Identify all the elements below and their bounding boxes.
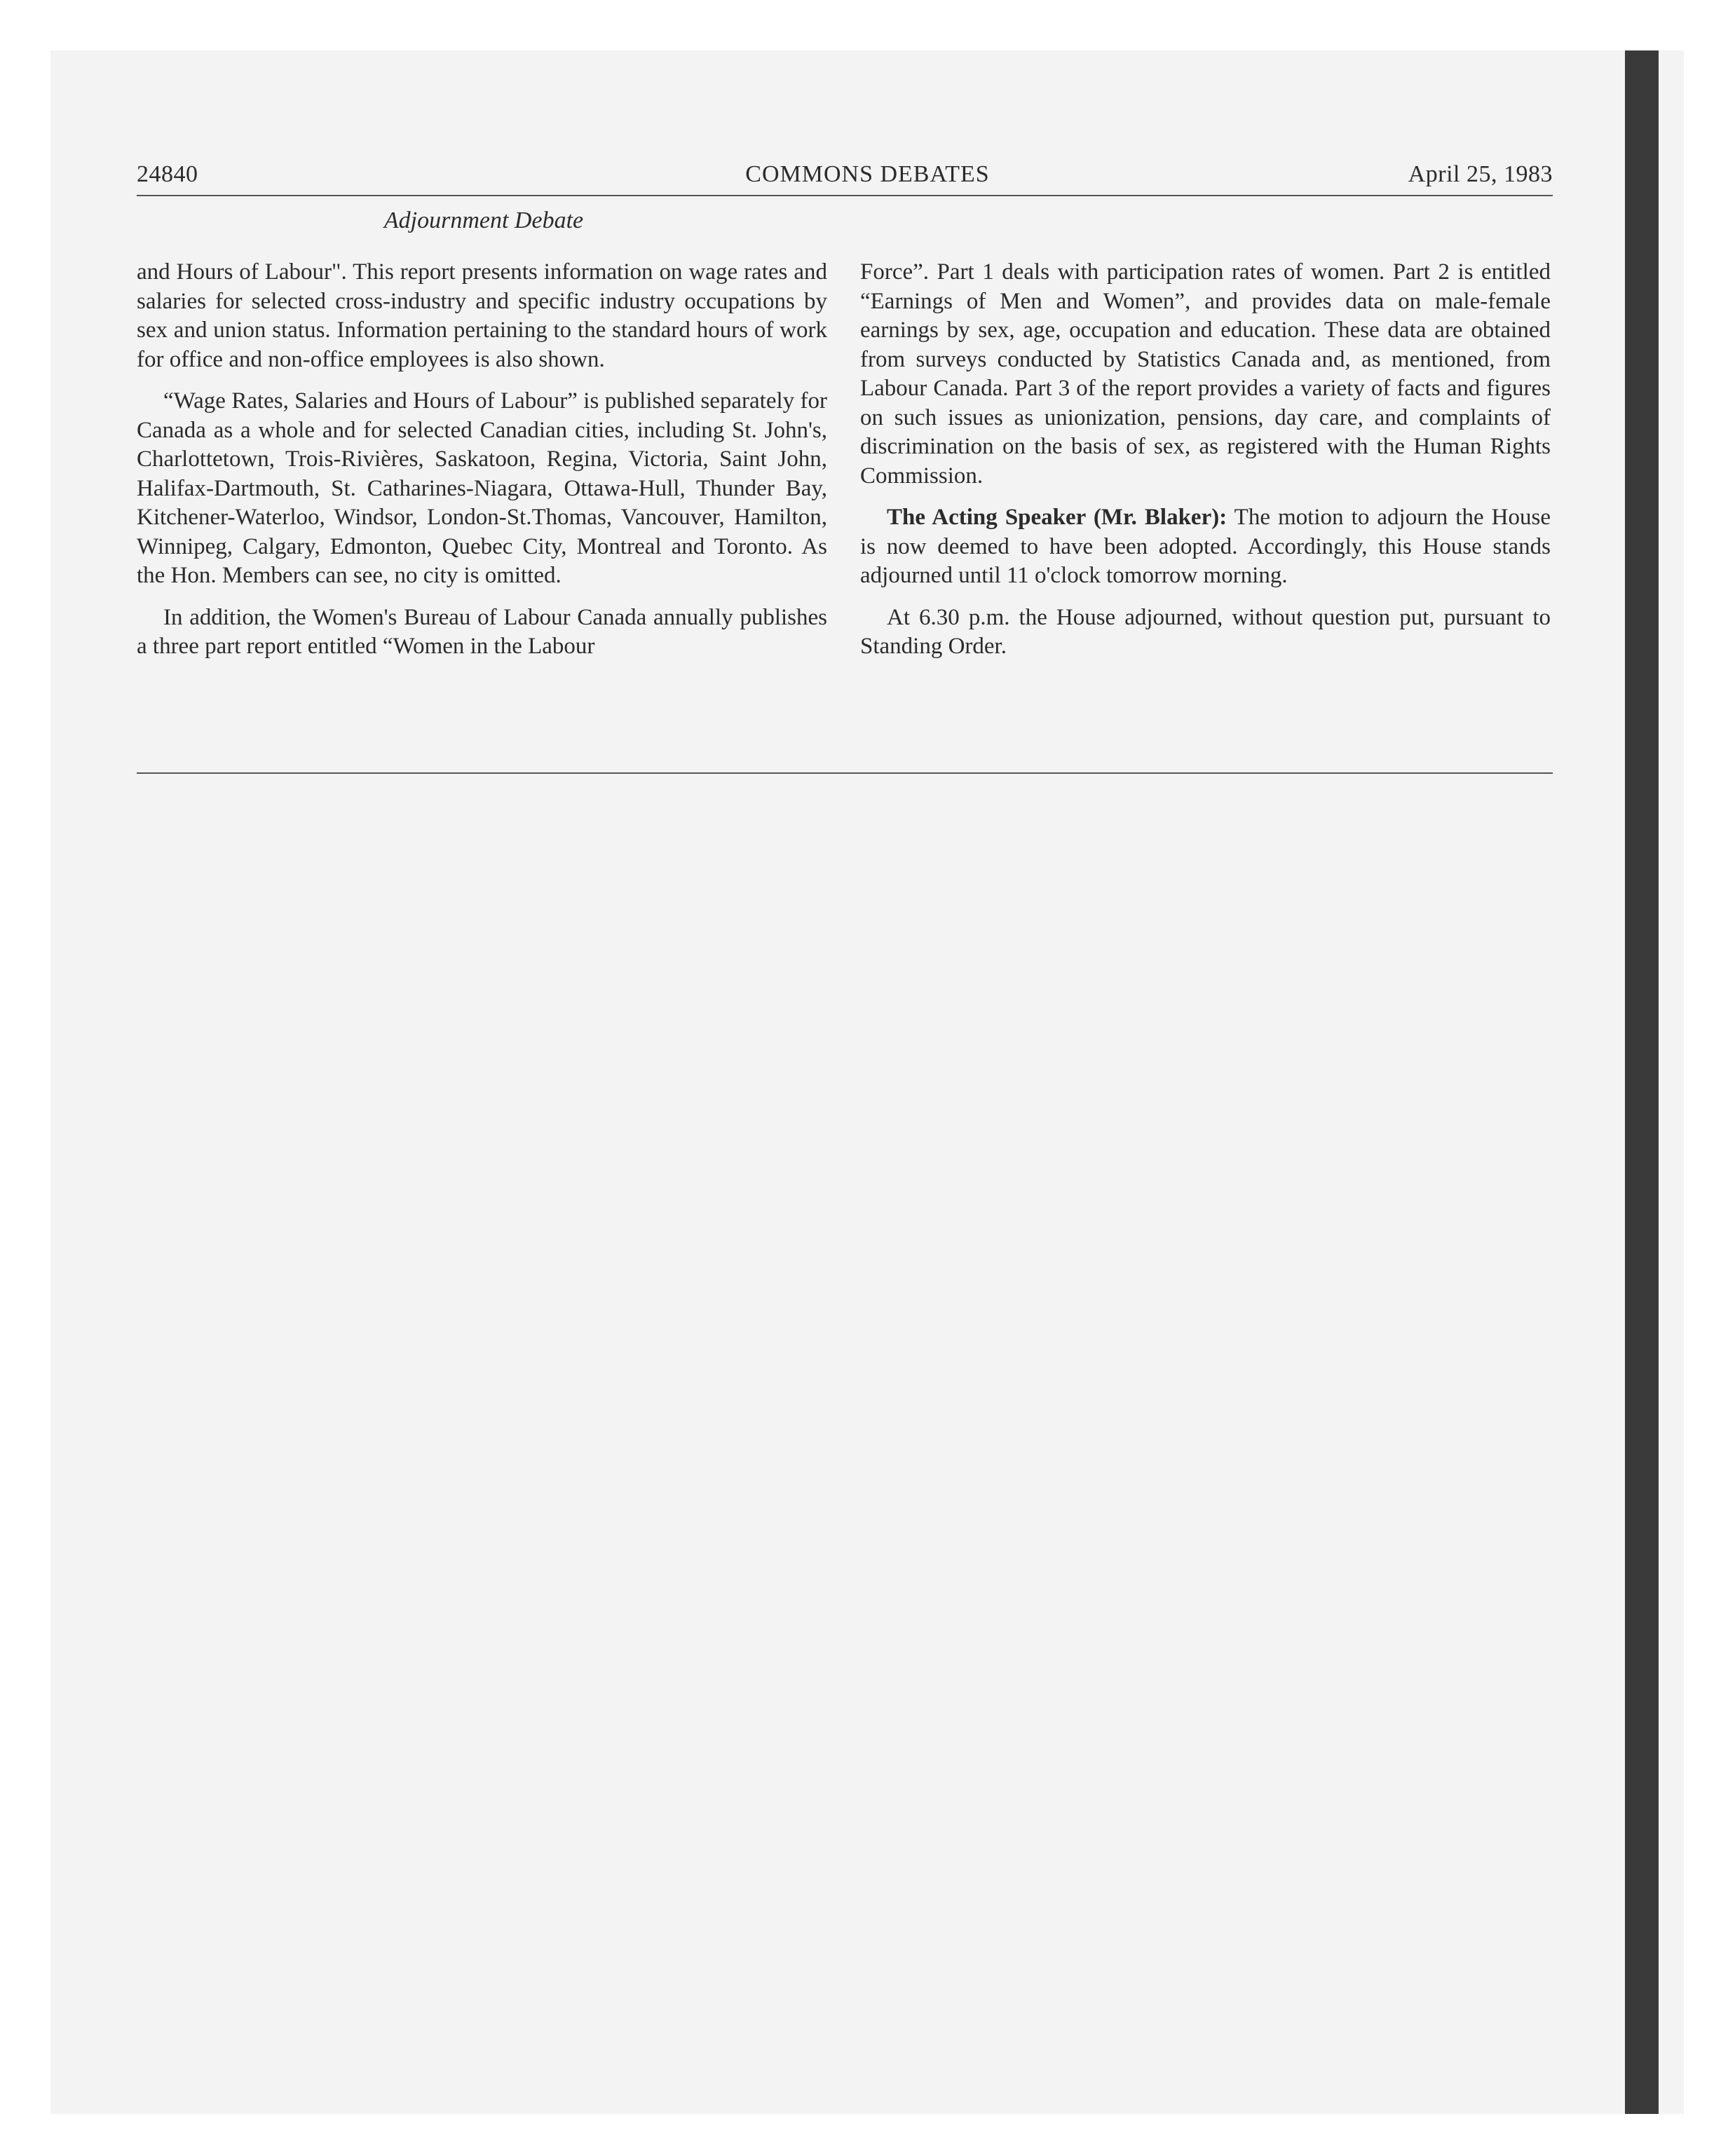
journal-title: COMMONS DEBATES <box>745 161 990 187</box>
page-number: 24840 <box>137 161 198 187</box>
speaker-paragraph <box>860 503 1551 591</box>
footer-rule <box>137 772 1553 774</box>
speaker-statement: The motion to adjourn the House is now deemed to have been adopted. Accordingly, this House stands adjourned until 11 o'clock tomorrow morning. <box>860 505 1551 588</box>
paragraph: Force”. Part 1 deals with participation rates of women. Part 2 is entitled “Earnings of Men and Women”, and provides data on male-female earnings by sex, age, occupation and education. These data are obtained from surveys conducted by Statistics Canada and, as mentioned, from Labour Canada. Part 3 of the report provides a variety of facts and figures on such issues as unionization, pensions, day care, and complaints of discrimination on the basis of sex, as registered with the Human Rights Commission. <box>860 259 1551 489</box>
binding-shadow <box>1625 50 1659 2114</box>
paragraph: In addition, the Women's Bureau of Labour Canada annually publishes a three part report entitled “Women in the Labour <box>137 604 827 659</box>
header-date: April 25, 1983 <box>1408 161 1553 187</box>
speaker-name: The Acting Speaker (Mr. Blaker): <box>887 505 1227 530</box>
paragraph: and Hours of Labour". This report presents information on wage rates and salaries for selected cross-industry and specific industry occupations by sex and union status. Information pertaining to the standard hours of work for office and non-office employees is also shown. <box>137 259 827 372</box>
right-column <box>860 258 1551 674</box>
section-heading: Adjournment Debate <box>383 207 584 233</box>
left-column <box>137 258 827 674</box>
header-rule <box>137 195 1553 196</box>
paragraph: At 6.30 p.m. the House adjourned, without question put, pursuant to Standing Order. <box>860 604 1551 659</box>
paragraph: “Wage Rates, Salaries and Hours of Labour” is published separately for Canada as a whole and for selected Canadian cities, including St. John's, Charlottetown, Trois-Rivières, Saskatoon, Regina, Victoria, Saint John, Halifax-Dartmouth, St. Catharines-Niagara, Ottawa-Hull, Thunder Bay, Kitchener-Waterloo, Windsor, London-St.Thomas, Vancouver, Hamilton, Winnipeg, Calgary, Edmonton, Quebec City, Montreal and Toronto. As the Hon. Members can see, no city is omitted. <box>137 388 827 588</box>
